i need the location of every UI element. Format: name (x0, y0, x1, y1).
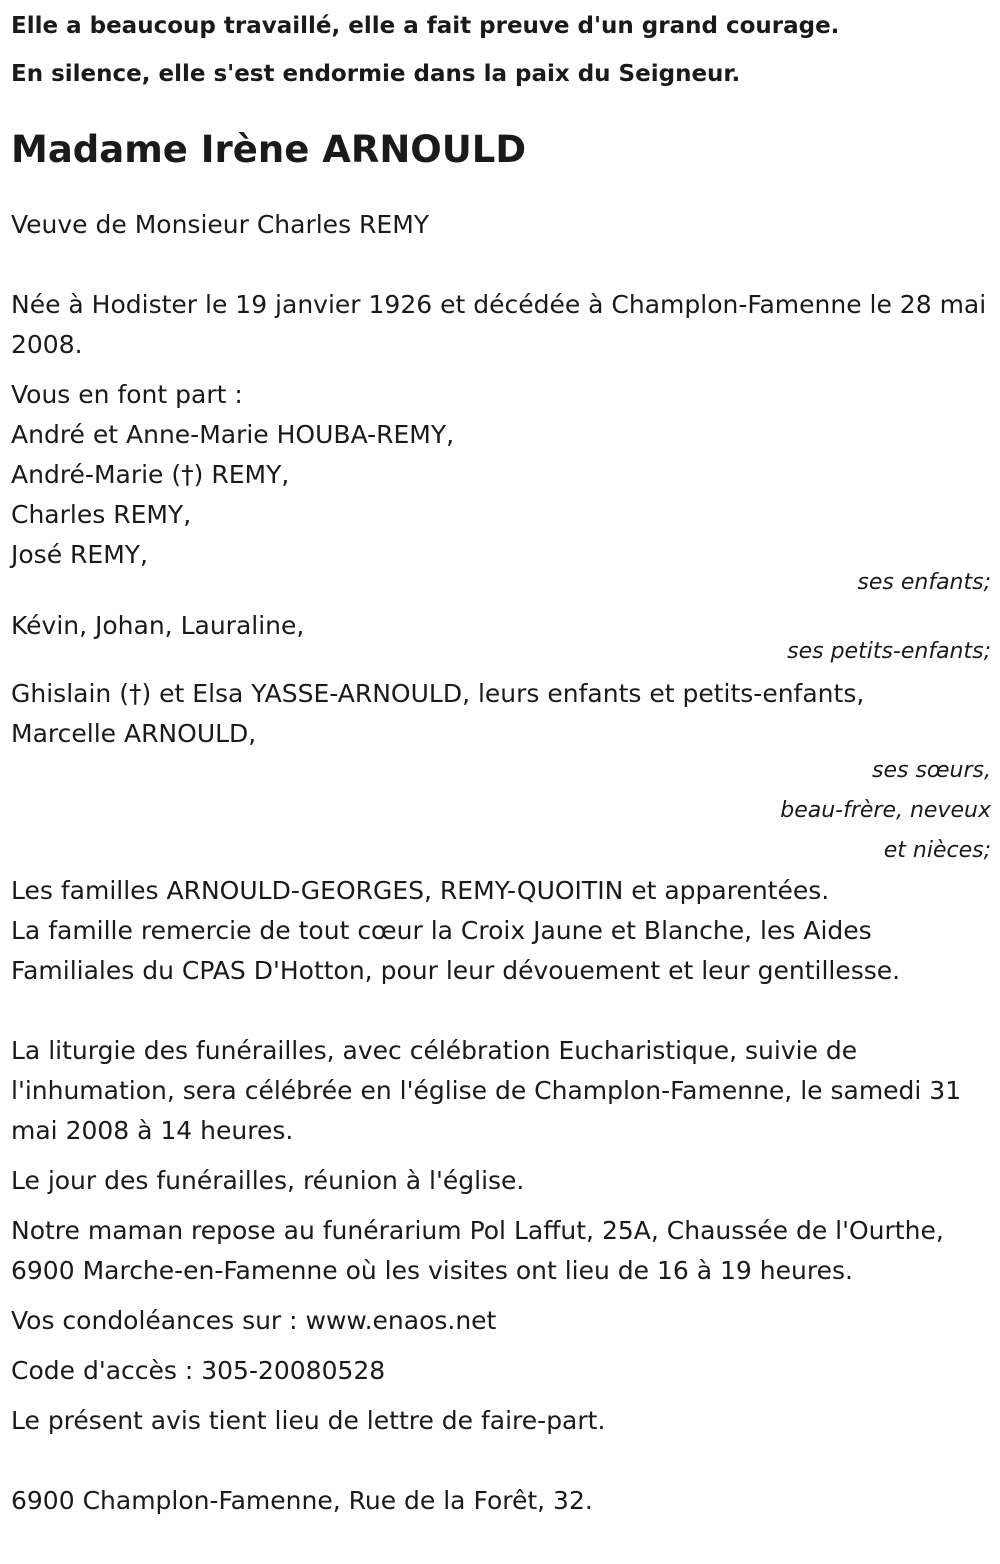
meeting: Le jour des funérailles, réunion à l'église. (11, 1166, 525, 1195)
siblings-role-2: beau-frère, neveux (780, 798, 991, 823)
epigraph-line-1: Elle a beaucoup travaillé, elle a fait preuve d'un grand courage. (11, 13, 840, 39)
families: Les familles ARNOULD-GEORGES, REMY-QUOITIN et apparentées. (11, 876, 830, 905)
children-role: ses enfants; (857, 570, 991, 595)
birth-death: Née à Hodister le 19 janvier 1926 et décédée à Champlon-Famenne le 28 mai 2008. (11, 290, 987, 359)
grandchildren-role: ses petits-enfants; (787, 639, 991, 664)
thanks: La famille remercie de tout cœur la Croix Jaune et Blanche, les Aides Familiales du CPAS D'Hotton, pour leur dévouement et leur gentillesse. (11, 916, 901, 985)
child-2: André-Marie (†) REMY, (11, 460, 290, 489)
epigraph-line-2: En silence, elle s'est endormie dans la paix du Seigneur. (11, 61, 741, 87)
siblings-role-1: ses sœurs, (872, 758, 991, 783)
access-code: Code d'accès : 305-20080528 (11, 1356, 386, 1385)
address: 6900 Champlon-Famenne, Rue de la Forêt, 32. (11, 1486, 593, 1515)
child-1: André et Anne-Marie HOUBA-REMY, (11, 420, 455, 449)
notice: Le présent avis tient lieu de lettre de faire-part. (11, 1406, 606, 1435)
obituary-notice (11, 0, 991, 1521)
siblings-role-3: et nièces; (883, 838, 991, 863)
rest: Notre maman repose au funérarium Pol Laffut, 25A, Chaussée de l'Ourthe, 6900 Marche-en-Famenne où les visites ont lieu de 16 à 19 heures. (11, 1216, 944, 1285)
announce: Vous en font part : (11, 380, 243, 409)
condolences: Vos condoléances sur : www.enaos.net (11, 1306, 497, 1335)
child-3: Charles REMY, (11, 500, 192, 529)
widow-of: Veuve de Monsieur Charles REMY (11, 210, 430, 239)
grandchildren: Kévin, Johan, Lauraline, (11, 611, 305, 640)
sibling-1: Ghislain (†) et Elsa YASSE-ARNOULD, leurs enfants et petits-enfants, (11, 679, 865, 708)
child-4: José REMY, (11, 540, 148, 569)
sibling-2: Marcelle ARNOULD, (11, 719, 257, 748)
liturgy: La liturgie des funérailles, avec célébration Eucharistique, suivie de l'inhumation, sera célébrée en l'église de Champlon-Famenne, le samedi 31 mai 2008 à 14 heures. (11, 1036, 962, 1145)
deceased-name: Madame Irène ARNOULD (11, 128, 527, 171)
